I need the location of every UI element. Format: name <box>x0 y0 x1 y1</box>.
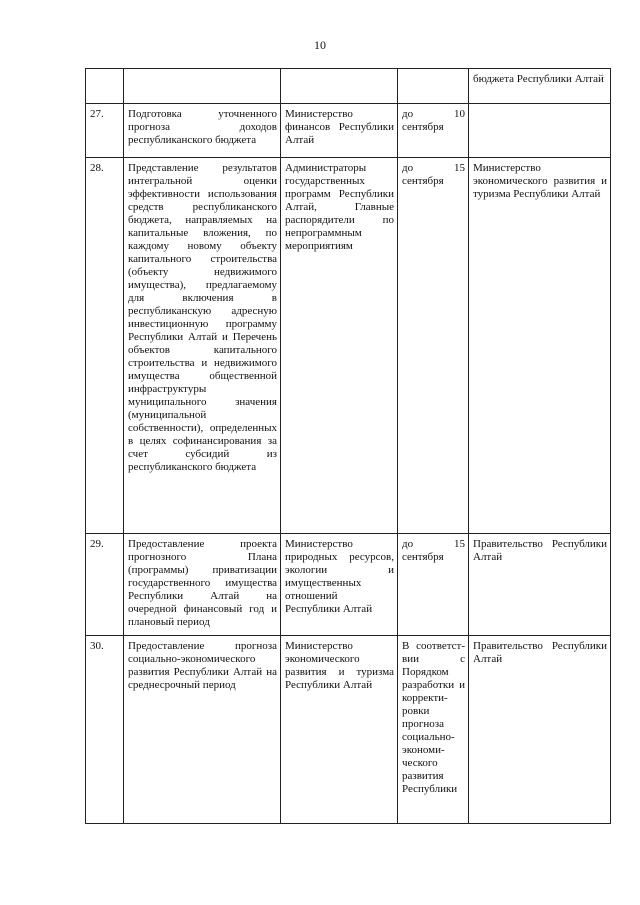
deadline-cell: до 10 сентября <box>398 104 469 158</box>
deadline-cell: до 15 сентября <box>398 534 469 636</box>
page-number: 10 <box>314 38 326 52</box>
row-number: 29. <box>86 534 124 636</box>
row-number: 30. <box>86 636 124 824</box>
recipient-cell: Правительство Республики Алтай <box>469 534 611 636</box>
row-number <box>86 69 124 104</box>
task-cell: Представление результатов интегральной оценки эффективности использования средств республиканского бюджета, направляемых на капитальные вложения, по каждому новому объекту капитального строительства (объекту недвижимого имущества), предлагаемому для включения в республиканскую адресную инвестиционную программу Республики Алтай и Перечень объектов капитального строительства и недвижимого имущества общественной инфраструктуры муниципального значения (муниципальной собственности), определенных в целях софинансирования за счет субсидий из республиканского бюджета <box>124 158 281 534</box>
table-row-28 <box>86 158 611 534</box>
recipient-cell: Министерство экономического развития и туризма Республики Алтай <box>469 158 611 534</box>
task-cell <box>124 69 281 104</box>
table-row-27 <box>86 104 611 158</box>
schedule-table <box>85 68 611 824</box>
task-cell: Подготовка уточненного прогноза доходов республиканского бюджета <box>124 104 281 158</box>
deadline-cell: В соответст-вии с Порядком разработки и корректи-ровки прогноза социально-экономи-ческого развития Республики <box>398 636 469 824</box>
recipient-cell <box>469 104 611 158</box>
recipient-cell: бюджета Республики Алтай <box>469 69 611 104</box>
recipient-cell: Правительство Республики Алтай <box>469 636 611 824</box>
executor-cell: Министерство экономического развития и туризма Республики Алтай <box>281 636 398 824</box>
executor-cell: Министерство финансов Республики Алтай <box>281 104 398 158</box>
executor-cell <box>281 69 398 104</box>
task-cell: Предоставление проекта прогнозного Плана (программы) приватизации государственного имущества Республики Алтай на очередной финансовый год и плановый период <box>124 534 281 636</box>
deadline-cell: до 15 сентября <box>398 158 469 534</box>
table-row-continuation <box>86 69 611 104</box>
row-number: 27. <box>86 104 124 158</box>
deadline-cell <box>398 69 469 104</box>
row-number: 28. <box>86 158 124 534</box>
executor-cell: Министерство природных ресурсов, экологии и имущественных отношений Республики Алтай <box>281 534 398 636</box>
table-row-30 <box>86 636 611 824</box>
task-cell: Предоставление прогноза социально-экономического развития Республики Алтай на среднесрочный период <box>124 636 281 824</box>
executor-cell: Администраторы государственных программ Республики Алтай, Главные распорядители по непрограммным мероприятиям <box>281 158 398 534</box>
table-row-29 <box>86 534 611 636</box>
